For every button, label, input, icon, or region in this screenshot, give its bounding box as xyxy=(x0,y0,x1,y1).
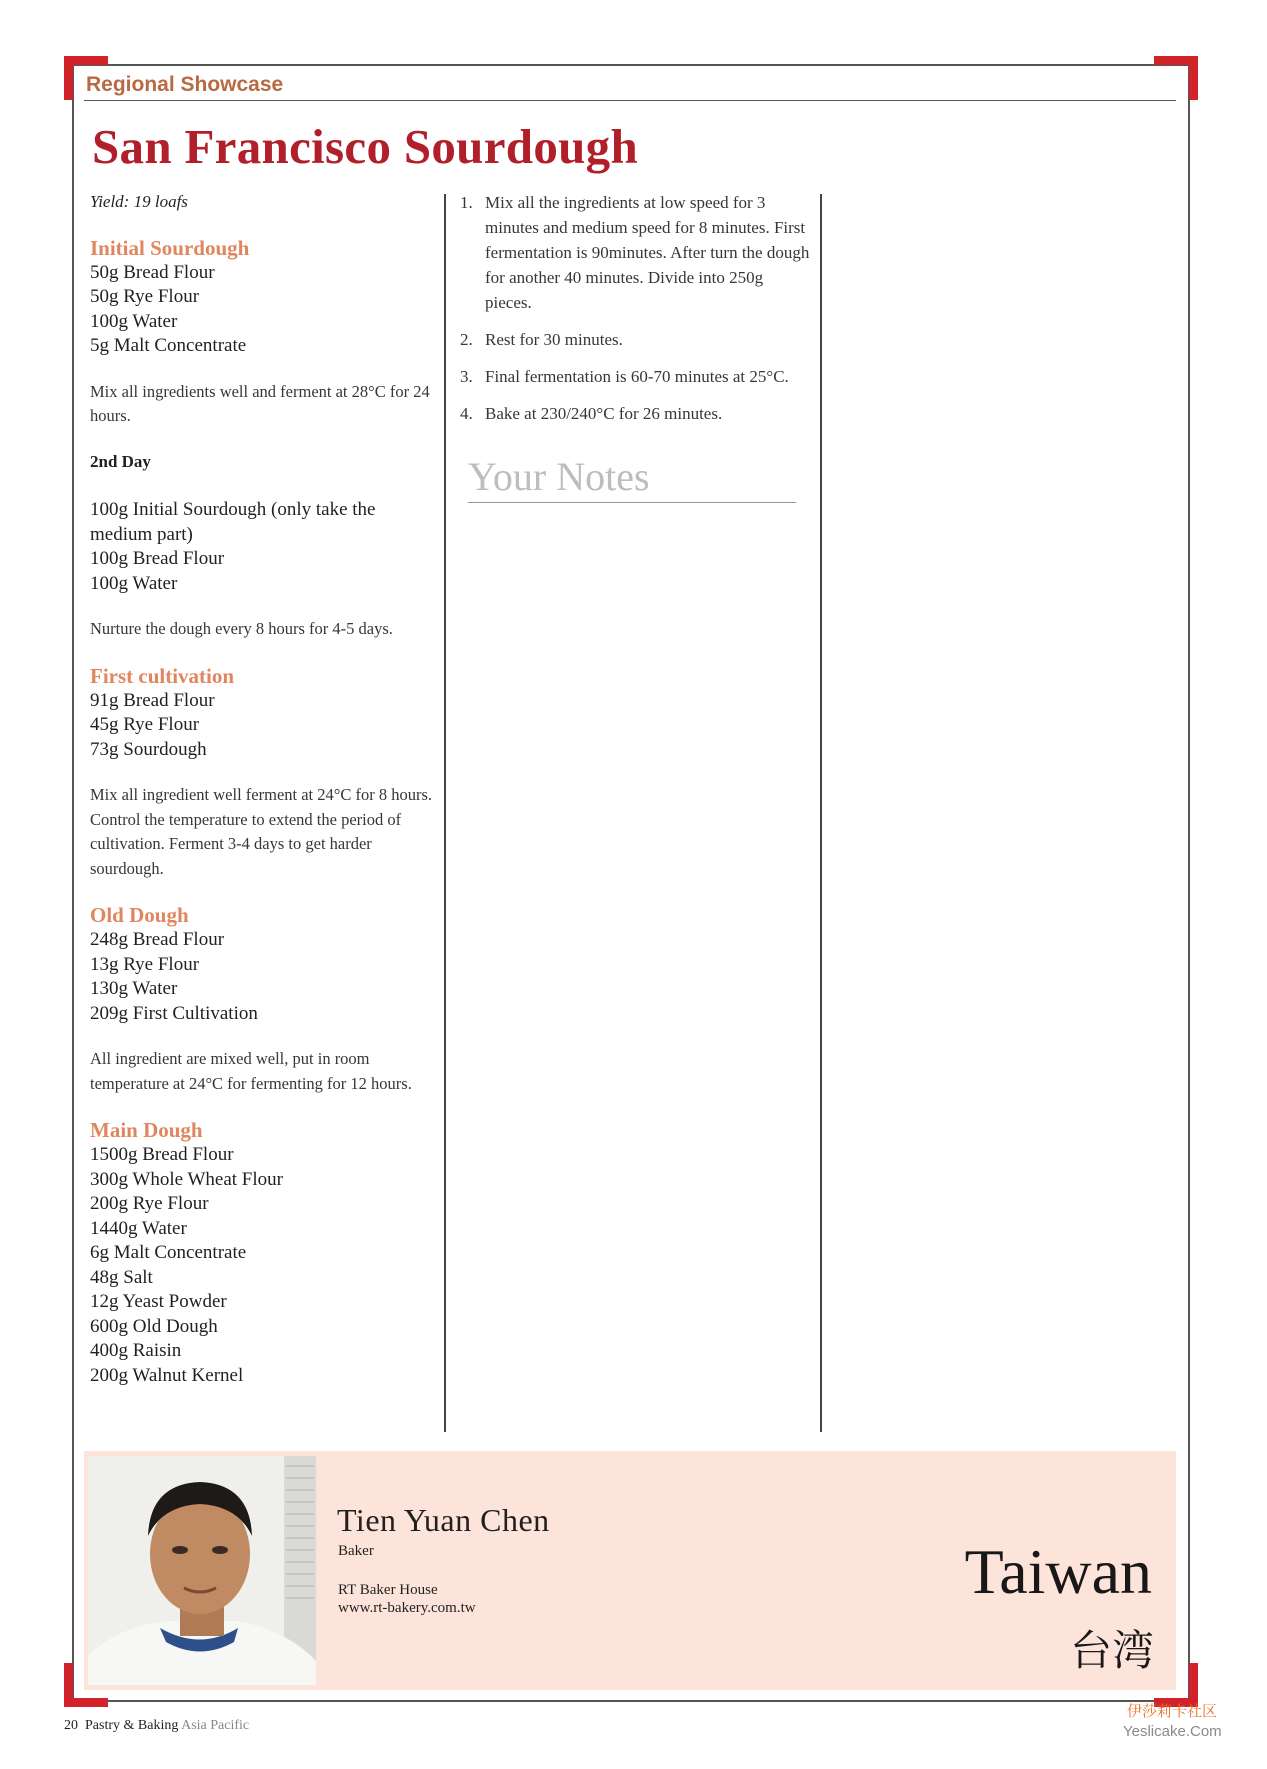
ingredient-list xyxy=(90,498,440,596)
ingredient-item: 400g Raisin xyxy=(90,1340,182,1361)
ingredient-item: 100g Water xyxy=(90,572,178,594)
ingredient-item: 6g Malt Concentrate xyxy=(90,1242,247,1263)
ingredient-item: 48g Salt xyxy=(90,1266,153,1288)
ingredients-column xyxy=(90,190,440,1388)
ingredient-item: 50g Rye Flour xyxy=(90,286,200,307)
kicker-divider xyxy=(84,100,1176,101)
watermark-chinese: 伊莎莉卡社区 xyxy=(1127,1702,1218,1720)
ingredient-item: 130g Water xyxy=(90,978,178,999)
ingredient-item: 248g Bread Flour xyxy=(90,929,225,950)
ingredient-item: 5g Malt Concentrate xyxy=(90,335,247,356)
method-note: All ingredient are mixed well, put in room temperature at 24°C for fermenting for 12 hours. xyxy=(90,1049,412,1093)
method-step xyxy=(460,190,810,315)
method-note: Nurture the dough every 8 hours for 4-5 days. xyxy=(90,619,393,638)
step-text: Mix all the ingredients at low speed for 3 minutes and medium speed for 8 minutes. First fermentation is 90minutes. After turn the dough for another 40 minutes. Divide into 250g pieces. xyxy=(485,193,810,312)
ingredient-item: 100g Bread Flour xyxy=(90,548,225,569)
ingredient-item: 45g Rye Flour xyxy=(90,714,200,735)
column-divider xyxy=(820,194,822,1432)
step-number: 3. xyxy=(460,367,473,386)
magazine-edition: Asia Pacific xyxy=(181,1718,250,1733)
section-title-old-dough: Old Dough xyxy=(90,903,189,927)
step-number: 1. xyxy=(460,193,473,212)
ingredient-item: 73g Sourdough xyxy=(90,738,207,760)
step-text: Final fermentation is 60-70 minutes at 25°C. xyxy=(485,367,789,386)
method-step xyxy=(460,401,810,426)
recipe-yield: Yield: 19 loafs xyxy=(90,192,188,211)
ingredient-item: 1500g Bread Flour xyxy=(90,1144,234,1165)
method-steps xyxy=(460,190,810,426)
section-kicker: Regional Showcase xyxy=(86,73,284,96)
section-title-initial-sourdough: Initial Sourdough xyxy=(90,235,250,260)
chef-photo xyxy=(88,1456,316,1685)
step-number: 4. xyxy=(460,404,473,423)
ingredient-item: 200g Walnut Kernel xyxy=(90,1364,244,1386)
chef-portrait-image xyxy=(88,1456,316,1685)
section-title-2nd-day: 2nd Day xyxy=(90,451,151,471)
step-text: Rest for 30 minutes. xyxy=(485,330,623,349)
corner-mark-top-right xyxy=(1154,56,1198,100)
magazine-name: Pastry & Baking xyxy=(85,1718,179,1733)
step-number: 2. xyxy=(460,330,473,349)
step-text: Bake at 230/240°C for 26 minutes. xyxy=(485,404,723,423)
page-title: San Francisco Sourdough xyxy=(92,119,639,174)
ingredient-item: 1440g Water xyxy=(90,1217,187,1239)
method-step xyxy=(460,364,810,389)
page-footer xyxy=(64,1718,249,1734)
ingredient-list xyxy=(90,261,440,359)
method-step xyxy=(460,327,810,352)
watermark-site: Yeslicake.Com xyxy=(1123,1723,1222,1740)
country-name: Taiwan xyxy=(964,1536,1152,1607)
method-column xyxy=(460,190,810,503)
page-number: 20 xyxy=(64,1718,78,1733)
method-note: Mix all ingredients well and ferment at 28°C for 24 hours. xyxy=(90,381,430,425)
ingredient-item: 200g Rye Flour xyxy=(90,1193,209,1214)
chef-company-info xyxy=(338,1581,476,1617)
ingredient-list xyxy=(90,928,440,1026)
ingredient-item: 209g First Cultivation xyxy=(90,1002,258,1024)
your-notes-heading: Your Notes xyxy=(468,454,796,503)
ingredient-item: 300g Whole Wheat Flour xyxy=(90,1168,283,1190)
chef-website-link[interactable]: www.rt-bakery.com.tw xyxy=(338,1600,476,1616)
chef-name: Tien Yuan Chen xyxy=(337,1502,550,1538)
ingredient-list xyxy=(90,1143,440,1388)
ingredient-item: 12g Yeast Powder xyxy=(90,1291,227,1312)
column-divider xyxy=(444,194,446,1432)
country-name-chinese: 台湾 xyxy=(1069,1626,1154,1675)
ingredient-item: 50g Bread Flour xyxy=(90,261,215,283)
ingredient-item: 100g Initial Sourdough (only take the medium part) xyxy=(90,499,376,545)
ingredient-item: 600g Old Dough xyxy=(90,1315,218,1337)
ingredient-list xyxy=(90,689,440,763)
chef-role: Baker xyxy=(338,1543,374,1559)
section-title-first-cultivation: First cultivation xyxy=(90,663,235,688)
method-note: Mix all ingredient well ferment at 24°C for 8 hours. Control the temperature to extend the period of cultivation. Ferment 3-4 days to get harder sourdough. xyxy=(90,785,433,878)
ingredient-item: 100g Water xyxy=(90,310,178,332)
ingredient-item: 13g Rye Flour xyxy=(90,953,200,975)
ingredient-item: 91g Bread Flour xyxy=(90,689,215,711)
section-title-main-dough: Main Dough xyxy=(90,1118,203,1142)
chef-company: RT Baker House xyxy=(338,1582,438,1598)
